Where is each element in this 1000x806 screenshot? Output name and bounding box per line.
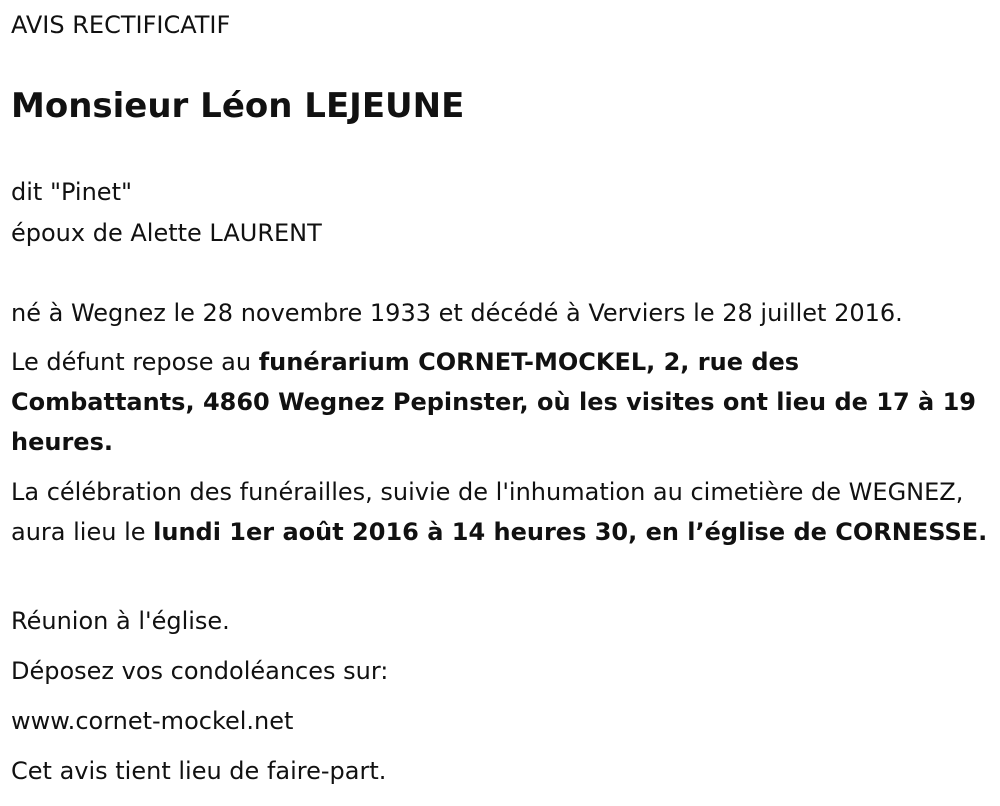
notice-header: AVIS RECTIFICATIF [11, 11, 231, 39]
repose-details: funérarium CORNET-MOCKEL, 2, rue des Combattants, 4860 Wegnez Pepinster, où les visites ont lieu de 17 à 19 heures. [11, 348, 976, 456]
birth-death-dates: né à Wegnez le 28 novembre 1933 et décédé à Verviers le 28 juillet 2016. [11, 299, 903, 327]
ceremony-intro: La célébration des funérailles, suivie de l'inhumation au cimetière de WEGNEZ, aura lieu le [11, 478, 964, 546]
condolences-website: www.cornet-mockel.net [11, 707, 294, 735]
nickname: dit "Pinet" [11, 178, 133, 206]
ceremony-details: lundi 1er août 2016 à 14 heures 30, en l’église de CORNESSE. [153, 518, 988, 546]
closing-note: Cet avis tient lieu de faire-part. [11, 757, 387, 785]
ceremony-paragraph [11, 472, 990, 552]
repose-intro: Le défunt repose au [11, 348, 259, 376]
spouse: époux de Alette LAURENT [11, 219, 322, 247]
deceased-name: Monsieur Léon LEJEUNE [11, 86, 465, 126]
meeting-place: Réunion à l'église. [11, 607, 230, 635]
condolences-label: Déposez vos condoléances sur: [11, 657, 389, 685]
repose-paragraph [11, 342, 990, 462]
